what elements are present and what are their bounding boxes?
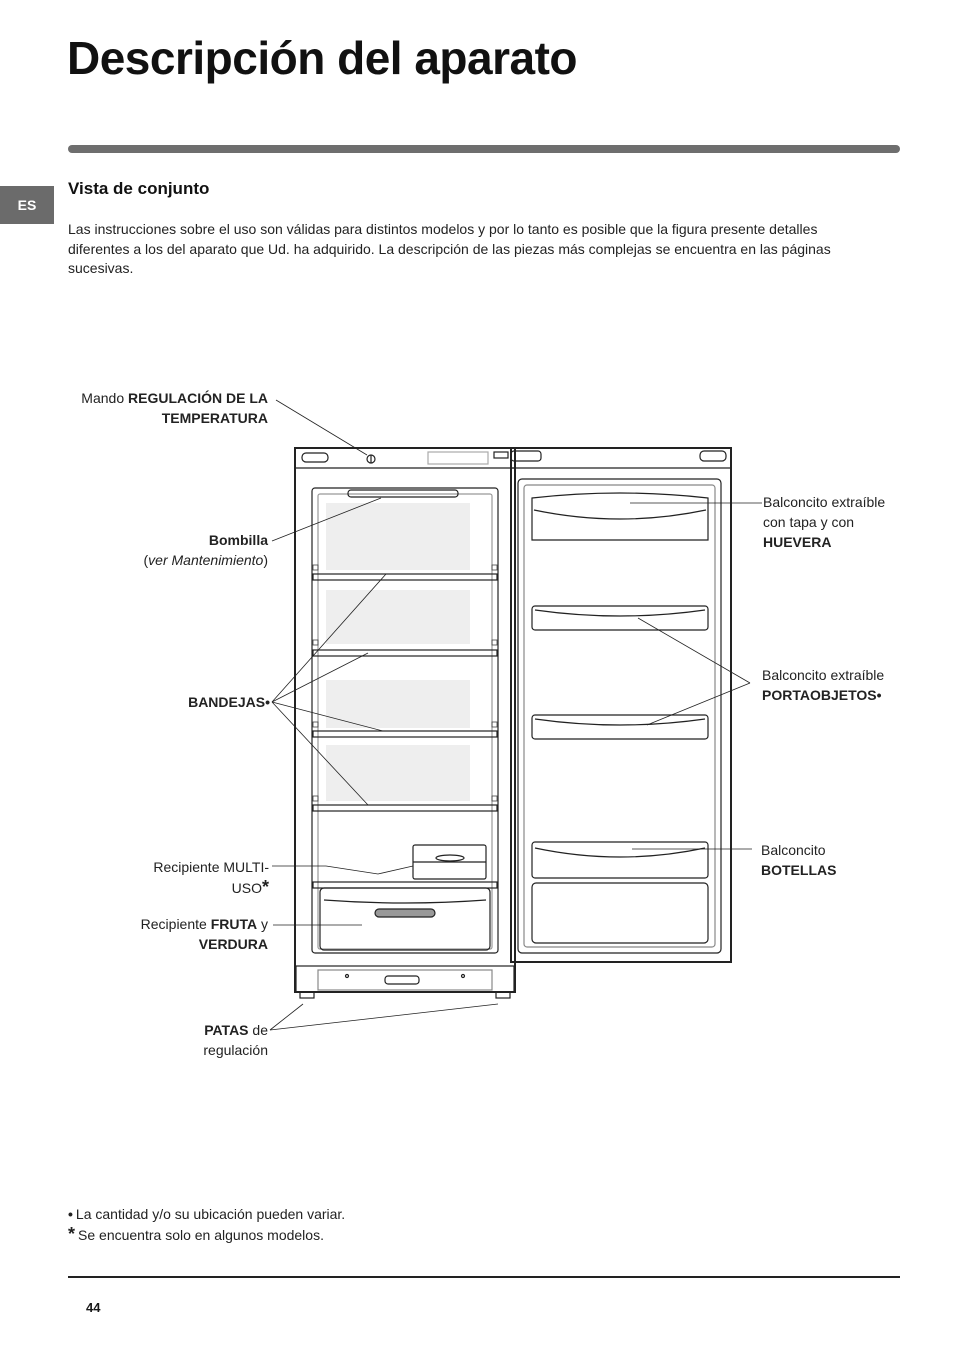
label-ver-mantenimiento: ver Mantenimiento xyxy=(148,552,264,568)
crisper-drawer xyxy=(320,888,490,950)
label-botellas: BOTELLAS xyxy=(761,862,837,878)
label-portaobjetos: PORTAOBJETOS• xyxy=(762,687,882,703)
label-mando: Mando xyxy=(81,390,125,406)
label-bottle-balcony: Balconcito BOTELLAS xyxy=(761,842,837,878)
label-multi: MULTI- xyxy=(223,859,269,875)
label-bandejas: BANDEJAS• xyxy=(188,694,270,710)
label-crisper: Recipiente FRUTA y VERDURA xyxy=(140,916,268,952)
label-bombilla: Bombilla xyxy=(208,532,268,548)
bottle-balcony xyxy=(532,842,708,878)
fridge-cabinet xyxy=(295,448,515,998)
label-egg-balcony: Balconcito extraíble con tapa y con HUEVERA xyxy=(763,494,886,550)
label-regulacion: REGULACIÓN DE LA xyxy=(128,390,268,406)
label-object-balcony: Balconcito extraíble PORTAOBJETOS• xyxy=(762,667,885,703)
label-lamp: Bombilla (ver Mantenimiento) xyxy=(143,532,268,568)
fridge-door xyxy=(511,448,731,962)
label-fruta: FRUTA xyxy=(210,916,258,932)
footer-divider xyxy=(68,1276,900,1278)
page-number: 44 xyxy=(86,1300,101,1315)
label-temperatura: TEMPERATURA xyxy=(161,410,268,426)
label-feet: PATAS de regulación xyxy=(203,1022,268,1058)
label-temperature-control xyxy=(40,388,268,428)
footnote-star: * Se encuentra solo en algunos modelos. xyxy=(68,1224,324,1244)
label-uso: USO xyxy=(231,880,262,896)
label-multi-use: Recipiente MULTI- USO* xyxy=(153,859,269,897)
label-verdura: VERDURA xyxy=(198,936,268,952)
label-regulacion-feet: regulación xyxy=(203,1042,268,1058)
label-huevera: HUEVERA xyxy=(763,534,832,550)
intro-paragraph: Las instrucciones sobre el uso son válidas para distintos modelos y por lo tanto es posible que la figura presente detalles diferentes a los del aparato que Ud. ha adquirido. La descripción de las piezas más complejas se encuentra en las páginas sucesivas. xyxy=(68,221,831,276)
object-balcony xyxy=(532,606,708,739)
footnote-bullet: • La cantidad y/o su ubicación pueden variar. xyxy=(68,1206,346,1222)
star-marker: * xyxy=(261,877,269,897)
label-patas: PATAS xyxy=(204,1022,249,1038)
label-shelves xyxy=(60,692,270,712)
page-title: Descripción del aparato xyxy=(67,32,577,84)
language-tab: ES xyxy=(0,186,54,224)
egg-balcony xyxy=(532,493,708,540)
section-title: Vista de conjunto xyxy=(68,179,210,198)
footnotes xyxy=(68,1204,345,1245)
